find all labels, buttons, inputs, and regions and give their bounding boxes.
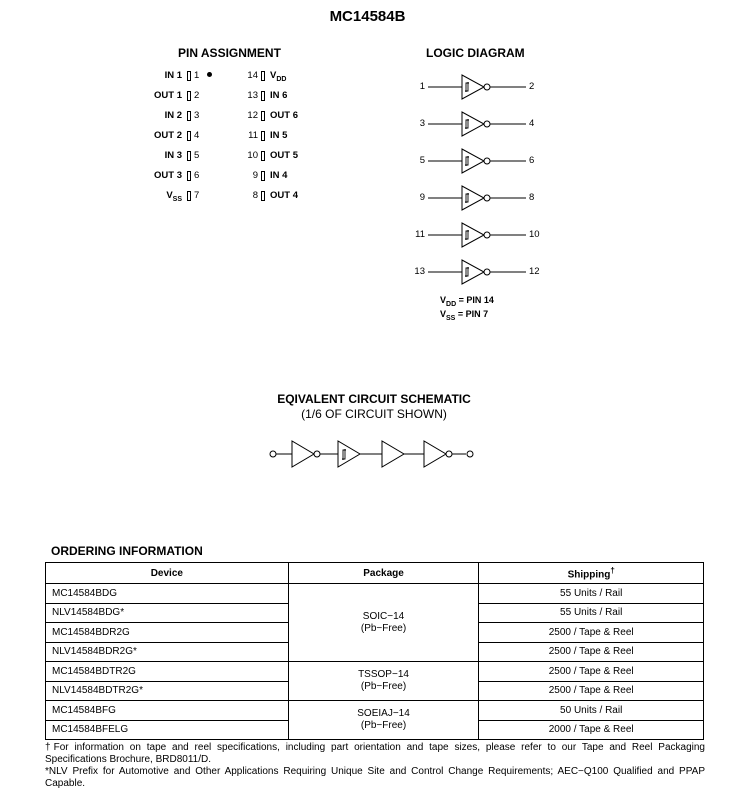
pin-marker [261,111,265,121]
pin-number: 11 [248,130,258,141]
pin-row [136,69,204,89]
pin-marker [187,171,191,181]
pin-name: IN 2 [164,110,182,121]
pin-row [136,169,204,189]
device-cell: NLV14584BDTR2G* [46,681,289,701]
column-header-shipping: Shipping† [479,563,704,584]
pin-marker [187,91,191,101]
device-cell: MC14584BFELG [46,720,289,740]
gate-output-pin: 2 [529,81,535,92]
pin-marker [187,71,191,81]
shipping-cell: 2500 / Tape & Reel [479,662,704,682]
page-title: MC14584B [329,8,406,25]
pin1-indicator-dot [207,72,212,77]
pin-row [230,69,320,89]
pin-marker [187,111,191,121]
pin-number: 4 [194,130,200,141]
table-row [46,662,704,682]
pin-name: IN 1 [164,70,182,81]
gate-input-pin: 5 [419,155,425,166]
pin-number: 6 [194,170,200,181]
pin-name: $V_{SS}$ [166,190,182,203]
pin-row [136,129,204,149]
shipping-cell: 55 Units / Rail [479,584,704,604]
pin-marker [261,171,265,181]
shipping-cell: 2500 / Tape & Reel [479,623,704,643]
pin-list-left [136,69,204,209]
footnote-tape-reel: †For information on tape and reel specifications, including part orientation and tape sizes, please refer to our Tape and Reel Packaging Specifications Brochure, BRD8011/D. [45,742,705,765]
column-header-device: Device [46,563,289,584]
pin-marker [187,191,191,201]
pin-row [230,189,320,209]
pin-row [136,149,204,169]
package-cell: SOEIAJ−14 (Pb−Free) [288,701,479,740]
pin-name: IN 6 [270,90,288,101]
gate-output-pin: 8 [529,192,535,203]
pin-name: IN 4 [270,170,288,181]
pin-name: OUT 5 [270,150,298,161]
pin-row [230,169,320,189]
shipping-cell: 2000 / Tape & Reel [479,720,704,740]
pin-name: OUT 1 [154,90,182,101]
shipping-cell: 55 Units / Rail [479,603,704,623]
logic-diagram-heading: LOGIC DIAGRAM [426,46,525,60]
gate-input-pin: 1 [419,81,425,92]
package-cell: TSSOP−14 (Pb−Free) [288,662,479,701]
schmitt-trigger-inverter [428,75,526,99]
pin-row [230,89,320,109]
pin-row [136,89,204,109]
table-row [46,584,704,604]
logic-diagram-gates [428,66,528,286]
footnote-nlv-prefix: *NLV Prefix for Automotive and Other Applications Requiring Unique Site and Control Change Requirements; AEC−Q100 Qualified and PPAP Capable. [45,766,705,789]
pin-list-right [230,69,320,209]
schmitt-trigger-inverter [428,223,526,247]
pin-name: IN 3 [164,150,182,161]
shipping-cell: 2500 / Tape & Reel [479,681,704,701]
pin-marker [187,151,191,161]
gate-input-pin: 3 [419,118,425,129]
device-cell: NLV14584BDG* [46,603,289,623]
gate-input-pin: 11 [415,229,425,240]
ordering-info-heading: ORDERING INFORMATION [51,544,203,558]
pin-row [230,129,320,149]
pin-assignment-heading: PIN ASSIGNMENT [178,46,281,60]
vss-pin-note: $V_{SS}$ = PIN 7 [440,309,489,322]
pin-marker [261,151,265,161]
pin-marker [187,131,191,141]
schematic-subtitle: (1/6 OF CIRCUIT SHOWN) [301,407,447,421]
device-cell: MC14584BDTR2G [46,662,289,682]
pin-number: 13 [247,90,258,101]
pin-name: OUT 3 [154,170,182,181]
schmitt-trigger-inverter [428,260,526,284]
device-cell: MC14584BDR2G [46,623,289,643]
gate-output-pin: 10 [529,229,540,240]
pin-name: IN 5 [270,130,288,141]
pin-number: 7 [194,190,200,201]
schmitt-trigger-inverter [428,149,526,173]
pin-name: OUT 6 [270,110,298,121]
pin-number: 8 [252,190,258,201]
vdd-pin-note: $V_{DD}$ = PIN 14 [440,295,494,308]
device-cell: MC14584BDG [46,584,289,604]
schmitt-trigger-inverter [428,186,526,210]
pin-marker [261,71,265,81]
pin-number: 12 [247,110,258,121]
pin-number: 10 [247,150,258,161]
pin-row [136,109,204,129]
gate-input-pin: 13 [414,266,425,277]
pin-row [136,189,204,209]
gate-output-pin: 6 [529,155,535,166]
table-row [46,701,704,721]
pin-marker [261,191,265,201]
pin-row [230,149,320,169]
gate-output-pin: 12 [529,266,540,277]
device-cell: NLV14584BDR2G* [46,642,289,662]
device-cell: MC14584BFG [46,701,289,721]
pin-number: 1 [194,70,200,81]
pin-marker [261,131,265,141]
pin-number: 2 [194,90,200,101]
pin-name: OUT 4 [270,190,298,201]
pin-number: 9 [252,170,258,181]
pin-marker [261,91,265,101]
pin-row [230,109,320,129]
gate-output-pin: 4 [529,118,535,129]
schematic-title: EQIVALENT CIRCUIT SCHEMATIC [277,392,471,406]
shipping-cell: 2500 / Tape & Reel [479,642,704,662]
ordering-table [45,562,704,740]
pin-number: 14 [247,70,258,81]
pin-name: $V_{DD}$ [270,70,287,83]
shipping-cell: 50 Units / Rail [479,701,704,721]
pin-name: OUT 2 [154,130,182,141]
package-cell: SOIC−14 (Pb−Free) [288,584,479,662]
column-header-package: Package [288,563,479,584]
pin-number: 5 [194,150,200,161]
pin-number: 3 [194,110,200,121]
gate-input-pin: 9 [419,192,425,203]
equivalent-circuit-schematic [266,438,478,470]
table-header-row [46,563,704,584]
schmitt-trigger-inverter [428,112,526,136]
